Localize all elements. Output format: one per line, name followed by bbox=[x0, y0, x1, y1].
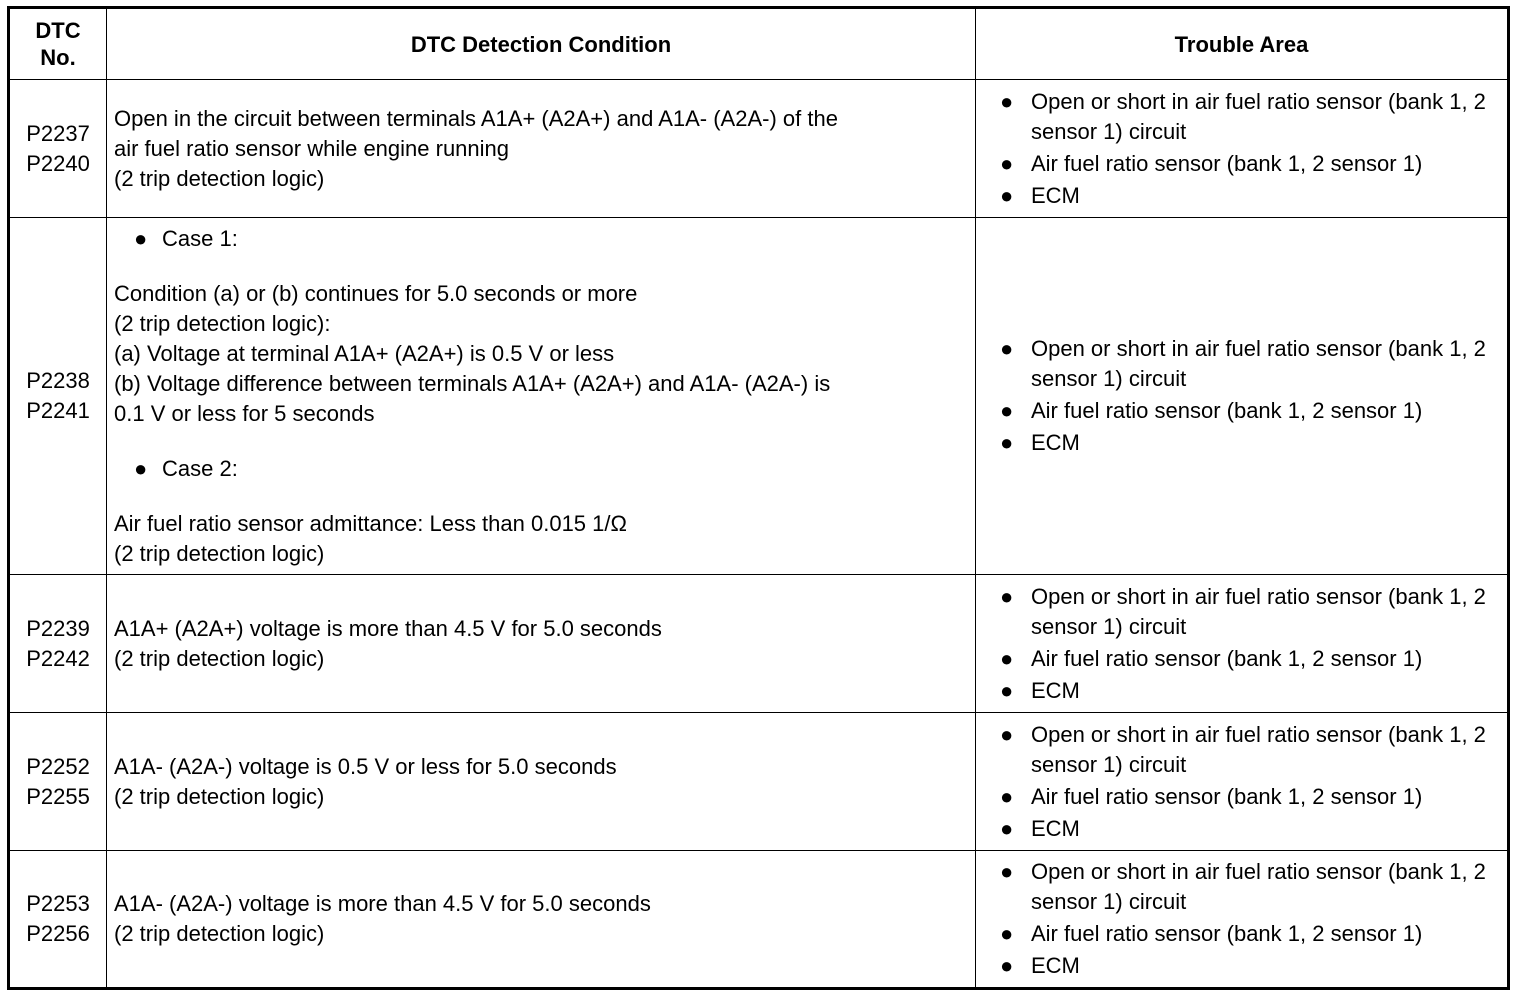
dtc-code: P2239 bbox=[26, 615, 90, 641]
condition-line: A1A- (A2A-) voltage is 0.5 V or less for 5.0 seconds bbox=[114, 753, 617, 779]
dtc-code: P2237 bbox=[26, 120, 90, 146]
header-condition: DTC Detection Condition bbox=[107, 8, 976, 80]
condition-line: A1A- (A2A-) voltage is more than 4.5 V for 5.0 seconds bbox=[114, 891, 651, 916]
dtc-code: P2256 bbox=[26, 921, 90, 946]
bullet-icon: ● bbox=[134, 455, 148, 481]
dtc-code-cell bbox=[9, 713, 107, 851]
dtc-code-cell bbox=[9, 575, 107, 713]
trouble-area-cell bbox=[976, 80, 1509, 218]
dtc-code: P2255 bbox=[26, 783, 90, 809]
bullet-icon: ● bbox=[1000, 336, 1014, 361]
bullet-icon: ● bbox=[1000, 859, 1014, 884]
condition-cell bbox=[107, 80, 976, 218]
table-row bbox=[9, 80, 1509, 218]
trouble-item: ● Open or short in air fuel ratio sensor (bank 1, 2 sensor 1) circuit bbox=[1000, 582, 1503, 642]
table-row bbox=[9, 851, 1509, 989]
dtc-code-cell bbox=[9, 218, 107, 575]
trouble-item: ● Air fuel ratio sensor (bank 1, 2 sensor 1) bbox=[1000, 149, 1503, 179]
trouble-item: ● ECM bbox=[1000, 951, 1503, 981]
header-dtc-no: DTC No. bbox=[9, 8, 107, 80]
condition-line: 0.1 V or less for 5 seconds bbox=[114, 400, 375, 426]
table-row bbox=[9, 713, 1509, 851]
condition-cell bbox=[107, 575, 976, 713]
dtc-code: P2253 bbox=[26, 891, 90, 916]
dtc-code: P2252 bbox=[26, 753, 90, 779]
trouble-item: ● ECM bbox=[1000, 814, 1503, 844]
dtc-table bbox=[7, 6, 1510, 990]
trouble-item: ● ECM bbox=[1000, 428, 1503, 458]
bullet-icon: ● bbox=[1000, 921, 1014, 946]
dtc-code: P2240 bbox=[26, 150, 90, 176]
condition-line: air fuel ratio sensor while engine running bbox=[114, 135, 510, 161]
trouble-area-cell bbox=[976, 851, 1509, 989]
condition-line: (2 trip detection logic) bbox=[114, 645, 325, 671]
trouble-item: ● ECM bbox=[1000, 181, 1503, 211]
condition-cell bbox=[107, 851, 976, 989]
trouble-item: ● ECM bbox=[1000, 676, 1503, 706]
condition-cell bbox=[107, 218, 976, 575]
condition-line: Open in the circuit between terminals A1A+ (A2A+) and A1A- (A2A-) of the bbox=[114, 105, 838, 131]
bullet-icon: ● bbox=[1000, 645, 1014, 671]
dtc-code-cell bbox=[9, 80, 107, 218]
condition-line: Air fuel ratio sensor admittance: Less than 0.015 1/Ω bbox=[114, 510, 627, 536]
trouble-area-cell bbox=[976, 713, 1509, 851]
table-row bbox=[9, 575, 1509, 713]
condition-line: (a) Voltage at terminal A1A+ (A2A+) is 0.5 V or less bbox=[114, 340, 615, 366]
condition-line: (2 trip detection logic): bbox=[114, 310, 331, 336]
trouble-item: ● Open or short in air fuel ratio sensor (bank 1, 2 sensor 1) circuit bbox=[1000, 857, 1503, 917]
dtc-code: P2242 bbox=[26, 645, 90, 671]
trouble-item: ● Air fuel ratio sensor (bank 1, 2 sensor 1) bbox=[1000, 919, 1503, 949]
condition-line: Condition (a) or (b) continues for 5.0 seconds or more bbox=[114, 280, 638, 306]
dtc-code: P2238 bbox=[26, 368, 90, 393]
trouble-item: ● Open or short in air fuel ratio sensor (bank 1, 2 sensor 1) circuit bbox=[1000, 720, 1503, 780]
bullet-icon: ● bbox=[1000, 430, 1014, 455]
bullet-icon: ● bbox=[134, 225, 148, 251]
bullet-icon: ● bbox=[1000, 182, 1014, 208]
bullet-icon: ● bbox=[1000, 398, 1014, 423]
case-2-heading: ● Case 2: bbox=[114, 454, 969, 484]
trouble-item: ● Open or short in air fuel ratio sensor (bank 1, 2 sensor 1) circuit bbox=[1000, 334, 1503, 394]
bullet-icon: ● bbox=[1000, 150, 1014, 176]
dtc-code: P2241 bbox=[26, 398, 90, 423]
trouble-item: ● Open or short in air fuel ratio sensor (bank 1, 2 sensor 1) circuit bbox=[1000, 87, 1503, 147]
trouble-area-cell bbox=[976, 218, 1509, 575]
condition-line: (2 trip detection logic) bbox=[114, 165, 325, 191]
bullet-icon: ● bbox=[1000, 677, 1014, 703]
condition-line: (2 trip detection logic) bbox=[114, 540, 325, 566]
bullet-icon: ● bbox=[1000, 783, 1014, 809]
condition-line: A1A+ (A2A+) voltage is more than 4.5 V for 5.0 seconds bbox=[114, 615, 662, 641]
bullet-icon: ● bbox=[1000, 815, 1014, 841]
header-row bbox=[9, 8, 1509, 80]
bullet-icon: ● bbox=[1000, 583, 1014, 609]
condition-line: (2 trip detection logic) bbox=[114, 921, 325, 946]
dtc-code-cell bbox=[9, 851, 107, 989]
trouble-item: ● Air fuel ratio sensor (bank 1, 2 sensor 1) bbox=[1000, 782, 1503, 812]
trouble-area-cell bbox=[976, 575, 1509, 713]
condition-line: (b) Voltage difference between terminals A1A+ (A2A+) and A1A- (A2A-) is bbox=[114, 370, 831, 396]
condition-line: (2 trip detection logic) bbox=[114, 783, 325, 809]
table-row bbox=[9, 218, 1509, 575]
trouble-item: ● Air fuel ratio sensor (bank 1, 2 sensor 1) bbox=[1000, 644, 1503, 674]
header-trouble-area: Trouble Area bbox=[976, 8, 1509, 80]
bullet-icon: ● bbox=[1000, 953, 1014, 978]
condition-cell bbox=[107, 713, 976, 851]
bullet-icon: ● bbox=[1000, 721, 1014, 747]
case-1-heading: ● Case 1: bbox=[114, 224, 969, 254]
trouble-item: ● Air fuel ratio sensor (bank 1, 2 sensor 1) bbox=[1000, 396, 1503, 426]
bullet-icon: ● bbox=[1000, 88, 1014, 114]
